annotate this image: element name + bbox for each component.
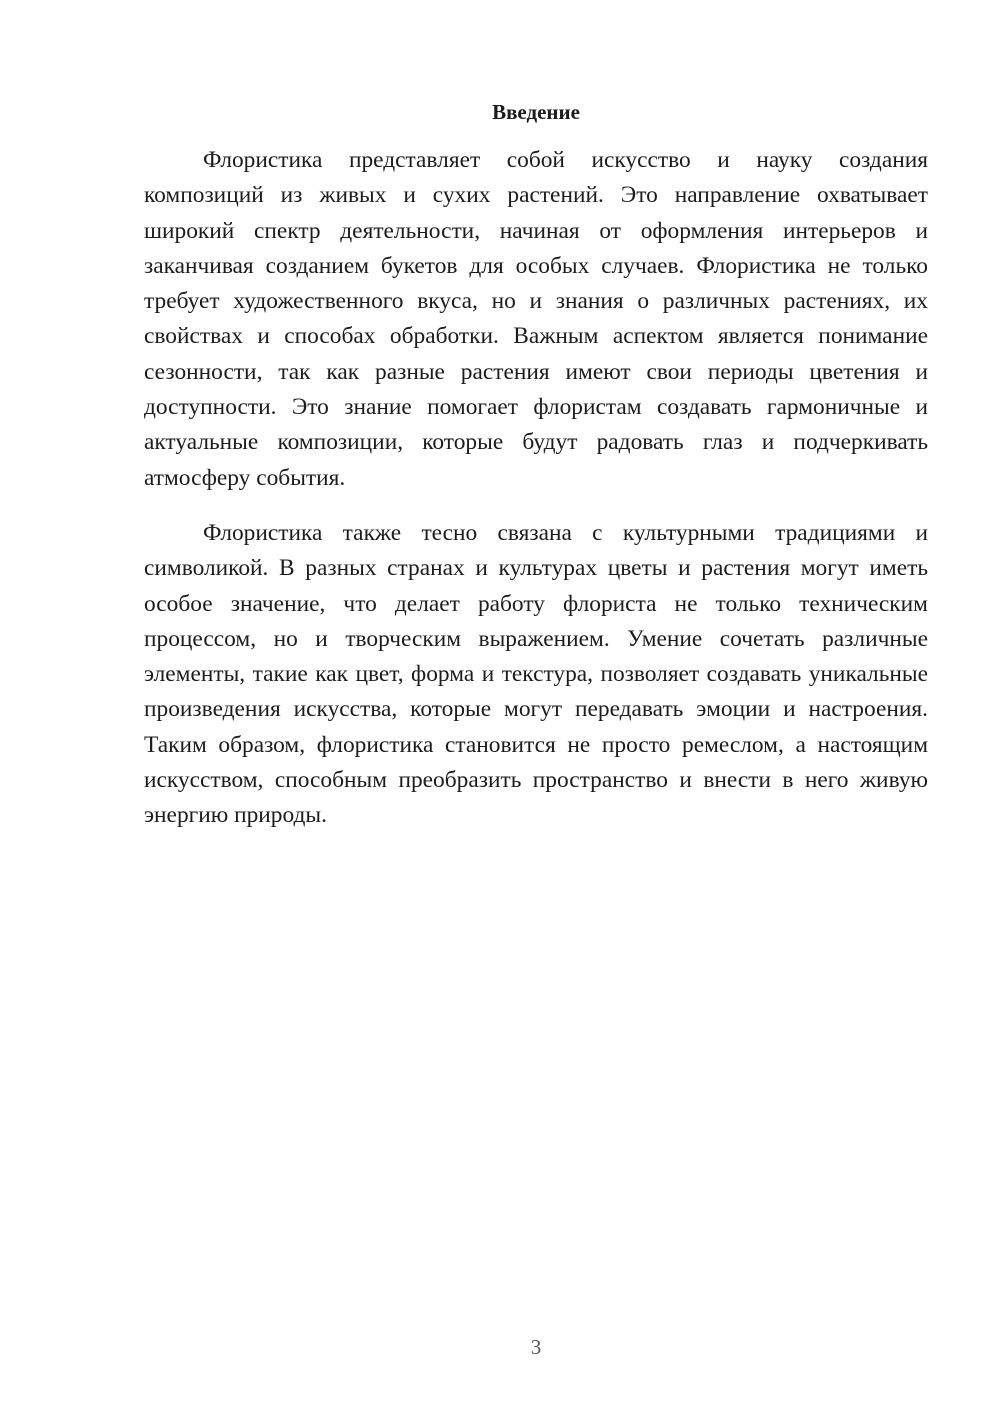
paragraph-1: Флористика представляет собой искусство и науку создания композиций из живых и сухих растений. Это направление охватывает широкий спектр деятельности, начиная от оформления интерьеров и заканчивая созданием букетов для особых случаев. Флористика не только требует художественного вкуса, но и знания о различных растениях, их свойствах и способах обработки. Важным аспектом является понимание сезонности, так как разные растения имеют свои периоды цветения и доступности. Это знание помогает флористам создавать гармоничные и актуальные композиции, которые будут радовать глаз и подчеркивать атмосферу события. xyxy=(144,147,928,491)
paragraph-2: Флористика также тесно связана с культурными традициями и символикой. В разных странах и культурах цветы и растения могут иметь особое значение, что делает работу флориста не только техническим процессом, но и творческим выражением. Умение сочетать различные элементы, такие как цвет, форма и текстура, позволяет создавать уникальные произведения искусства, которые могут передавать эмоции и настроения. Таким образом, флористика становится не просто ремеслом, а настоящим искусством, способным преобразить пространство и внести в него живую энергию природы. xyxy=(144,520,928,829)
page-number: 3 xyxy=(530,1335,542,1359)
section-heading: Введение xyxy=(492,100,580,124)
